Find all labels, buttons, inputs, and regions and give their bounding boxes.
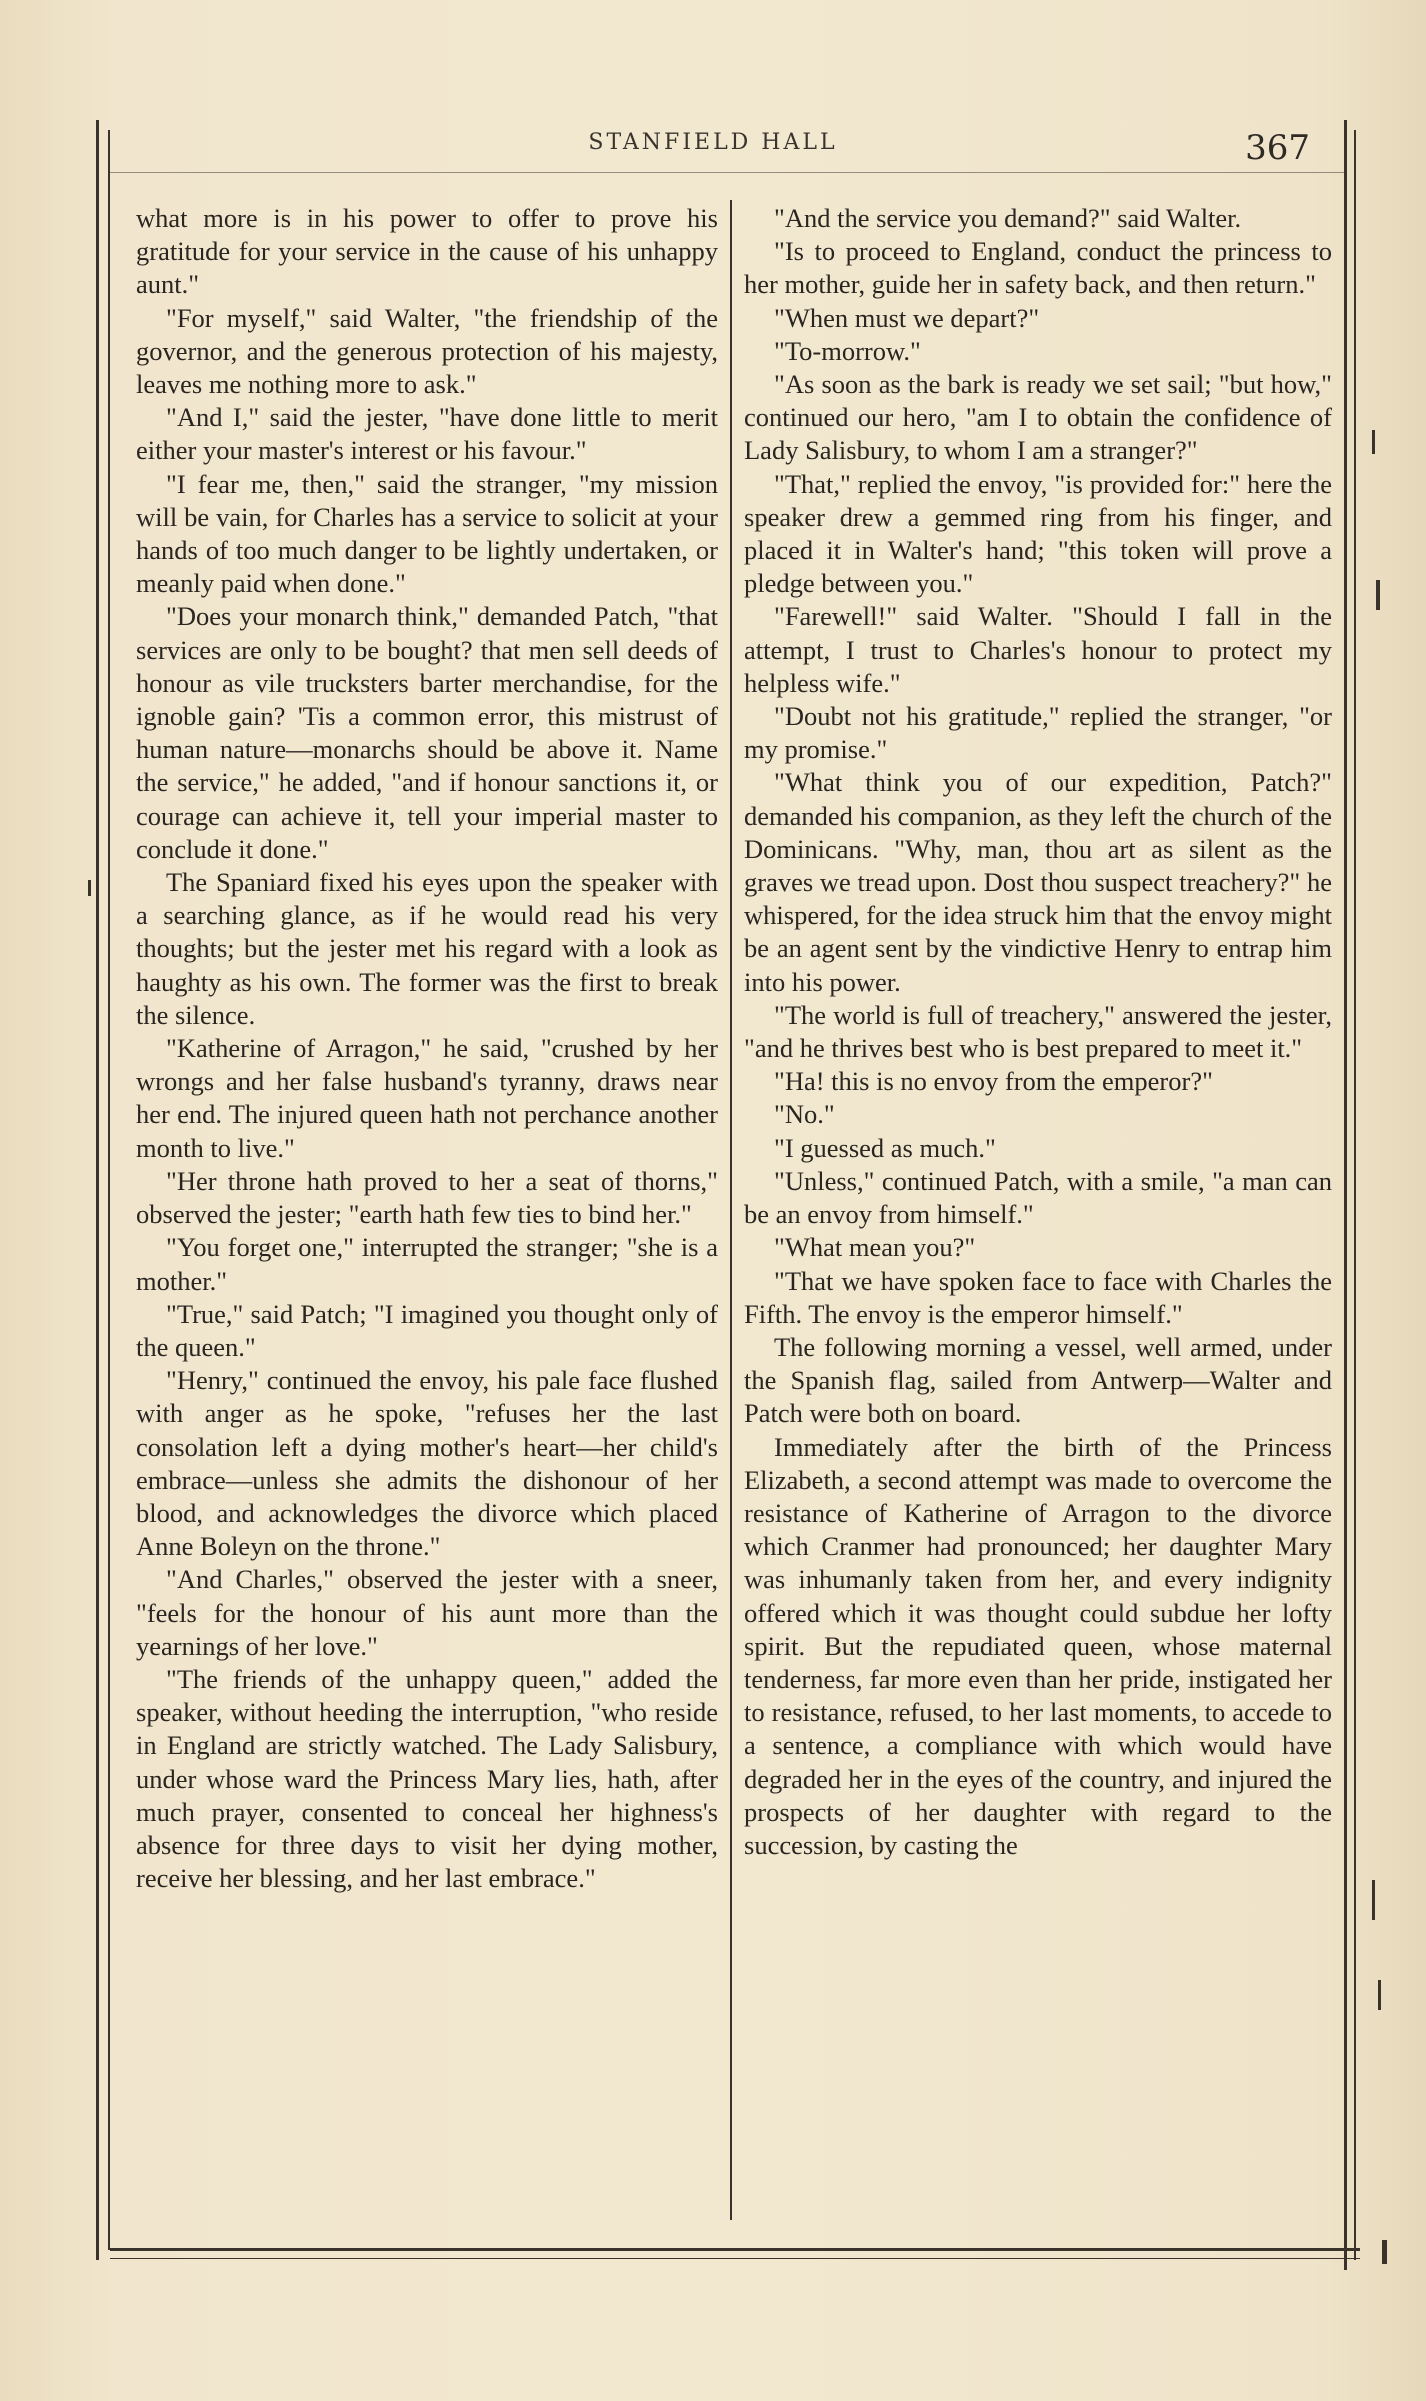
ink-speck xyxy=(1372,430,1375,454)
ink-speck xyxy=(1376,580,1380,610)
right-border-rule xyxy=(1344,120,1347,2270)
paragraph: what more is in his power to offer to prove his gratitude for your service in the cause of his unhappy aunt." xyxy=(136,203,718,300)
paragraph: "True," said Patch; "I imagined you thought only of the queen." xyxy=(136,1298,718,1362)
paragraph: "Does your monarch think," demanded Patch, "that services are only to be bought? that men sell deeds of honour as vile trucksters barter merchandise, for the ignoble gain? 'Tis a common error, this mistrust of human nature—monarchs should be above it. Name the service," he added, "and if honour sanctions it, or courage can achieve it, tell your imperial master to conclude it done." xyxy=(136,601,718,864)
paragraph: "What think you of our expedition, Patch?" demanded his companion, as they left the church of the Dominicans. "Why, man, thou art as silent as the graves we tread upon. Dost thou suspect treachery?" he whispered, for the idea struck him that the envoy might be an agent sent by the vindictive Henry to entrap him into his power. xyxy=(744,767,1332,997)
paragraph: "And Charles," observed the jester with a sneer, "feels for the honour of his aunt more than the yearnings of her love." xyxy=(136,1564,718,1661)
paragraph: The following morning a vessel, well armed, under the Spanish flag, sailed from Antwerp—Walter and Patch were both on board. xyxy=(744,1331,1332,1429)
paragraph: "You forget one," interrupted the stranger; "she is a mother." xyxy=(136,1232,718,1296)
header-rule xyxy=(110,172,1346,173)
paragraph: "Doubt not his gratitude," replied the stranger, "or my promise." xyxy=(744,701,1332,765)
paragraph: "And the service you demand?" said Walter. xyxy=(774,203,1242,233)
paragraph: "The world is full of treachery," answered the jester, "and he thrives best who is best prepared to meet it." xyxy=(744,999,1332,1064)
paragraph: "When must we depart?" xyxy=(774,302,1040,333)
paragraph: "To-morrow." xyxy=(774,335,921,366)
paragraph: "Her throne hath proved to her a seat of thorns," observed the jester; "earth hath few ties to bind her." xyxy=(136,1165,718,1230)
paragraph: "That," replied the envoy, "is provided for:" here the speaker drew a gemmed ring from his finger, and placed it in Walter's hand; "this token will prove a pledge between you." xyxy=(744,468,1332,599)
paragraph: "I guessed as much." xyxy=(774,1132,996,1163)
left-border-rule-inner xyxy=(108,130,110,2250)
bottom-rule xyxy=(110,2248,1360,2251)
paragraph: "No." xyxy=(774,1099,835,1130)
paragraph: The Spaniard fixed his eyes upon the speaker with a searching glance, as if he would read his very thoughts; but the jester met his regard with a look as haughty as his own. The former was the first to break the silence. xyxy=(136,867,718,1030)
paragraph: "As soon as the bark is ready we set sail; "but how," continued our hero, "am I to obtain the confidence of Lady Salisbury, to whom I am a stranger?" xyxy=(744,369,1332,466)
left-border-rule xyxy=(96,120,99,2260)
paragraph: "Katherine of Arragon," he said, "crushed by her wrongs and her false husband's tyranny, draws near her end. The injured queen hath not perchance another month to live." xyxy=(136,1033,718,1163)
column-divider xyxy=(730,200,732,2220)
right-column xyxy=(744,202,1332,1862)
page-number: 367 xyxy=(1245,128,1310,168)
ink-speck xyxy=(88,880,91,896)
bottom-rule-thin xyxy=(110,2258,1360,2259)
paragraph: "Henry," continued the envoy, his pale face flushed with anger as he spoke, "refuses her the last consolation left a dying mother's heart—her child's embrace—unless she admits the dishonour of her blood, and acknowledges the divorce which placed Anne Boleyn on the throne." xyxy=(136,1365,718,1562)
running-title: STANFIELD HALL xyxy=(588,130,838,155)
paragraph: "Is to proceed to England, conduct the princess to her mother, guide her in safety back, and then return." xyxy=(744,236,1332,300)
paragraph: Immediately after the birth of the Princess Elizabeth, a second attempt was made to overcome the resistance of Katherine of Arragon to the divorce which Cranmer had pronounced; her daughter Mary was inhumanly taken from her, and every indignity offered which it was thought could subdue her lofty spirit. But the repudiated queen, whose maternal tenderness, far more even than her pride, instigated her to resistance, refused, to her last moments, to accede to a sentence, a compliance with which would have degraded her in the eyes of the country, and injured the prospects of her daughter with regard to the succession, by casting the xyxy=(744,1431,1332,1860)
ink-speck xyxy=(1372,1880,1375,1920)
paragraph: "Farewell!" said Walter. "Should I fall in the attempt, I trust to Charles's honour to protect my helpless wife." xyxy=(744,601,1332,698)
paragraph: "I fear me, then," said the stranger, "my mission will be vain, for Charles has a service to solicit at your hands of too much danger to be lightly undertaken, or meanly paid when done." xyxy=(136,468,718,599)
paragraph: "That we have spoken face to face with Charles the Fifth. The envoy is the emperor himself." xyxy=(744,1265,1332,1329)
paragraph: "Unless," continued Patch, with a smile, "a man can be an envoy from himself." xyxy=(744,1165,1332,1230)
ink-speck xyxy=(1378,1980,1381,2010)
ink-speck xyxy=(1382,2240,1387,2264)
paragraph: "What mean you?" xyxy=(774,1232,976,1263)
left-column xyxy=(136,202,718,1895)
paragraph: "And I," said the jester, "have done little to merit either your master's interest or his favour." xyxy=(136,402,718,466)
paragraph: "Ha! this is no envoy from the emperor?" xyxy=(774,1066,1213,1097)
paragraph: "For myself," said Walter, "the friendship of the governor, and the generous protection of his majesty, leaves me nothing more to ask." xyxy=(136,302,718,400)
paragraph: "The friends of the unhappy queen," added the speaker, without heeding the interruption, "who reside in England are strictly watched. The Lady Salisbury, under whose ward the Princess Mary lies, hath, after much prayer, consented to conceal her highness's absence for three days to visit her dying mother, receive her blessing, and her last embrace." xyxy=(136,1663,718,1894)
right-border-rule-inner xyxy=(1354,130,1356,2260)
